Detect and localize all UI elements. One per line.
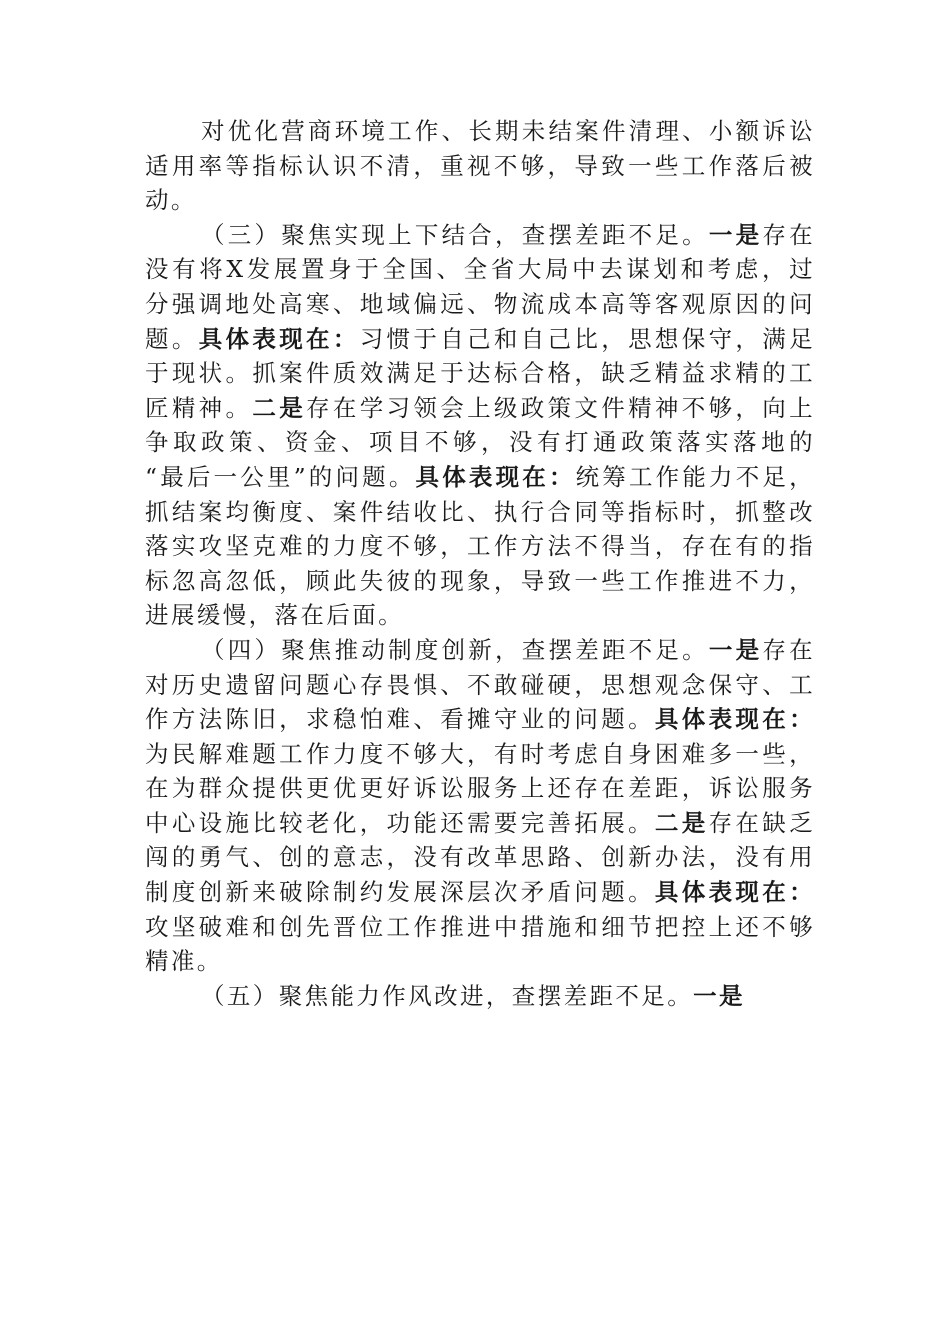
- text-line: [145, 218, 815, 253]
- text-segment: 制度创新来破除制约发展深层次矛盾问题。: [145, 878, 655, 907]
- text-segment: 适用率等指标认识不清，重视不够，导致一些工作落后被: [145, 151, 815, 180]
- text-segment: 对优化营商环境工作、长期未结案件清理、小额诉讼: [201, 117, 815, 145]
- bold-text-segment: 具体表现在：: [654, 878, 815, 907]
- text-segment: 存在学习领会上级政策文件精神不够，向上: [306, 393, 815, 422]
- text-line: [145, 598, 815, 633]
- text-line: [145, 910, 815, 945]
- text-line: [145, 806, 815, 841]
- bold-text-segment: 一是: [693, 981, 745, 1010]
- text-segment: 没有将X发展置身于全国、全省大局中去谋划和考虑，过: [145, 255, 815, 284]
- bold-text-segment: 具体表现在：: [654, 705, 815, 734]
- text-line: [145, 356, 815, 391]
- text-segment: 为民解难题工作力度不够大，有时考虑自身困难多一些，: [145, 739, 815, 768]
- text-line: [145, 149, 815, 184]
- text-segment: 对历史遗留问题心存畏惧、不敢碰硬，思想观念保守、工: [145, 670, 815, 699]
- text-segment: 抓结案均衡度、案件结收比、执行合同等指标时，抓整改: [145, 497, 815, 526]
- text-line: [145, 114, 815, 149]
- text-line: [145, 322, 815, 357]
- text-line: [145, 771, 815, 806]
- bold-text-segment: 具体表现在：: [415, 462, 576, 491]
- text-segment: 闯的勇气、创的意志，没有改革思路、创新办法，没有用: [145, 843, 815, 872]
- bold-text-segment: 一是: [708, 635, 763, 664]
- text-segment: 作方法陈旧，求稳怕难、看摊守业的问题。: [145, 705, 655, 734]
- text-line: [145, 633, 815, 668]
- bold-text-segment: 二是: [252, 393, 307, 422]
- text-line: [145, 979, 815, 1014]
- document-page: [145, 114, 815, 1013]
- text-line: [145, 183, 815, 218]
- text-segment: 中心设施比较老化，功能还需要完善拓展。: [145, 808, 655, 837]
- text-segment: 标忽高忽低，顾此失彼的现象，导致一些工作推进不力，: [145, 566, 815, 595]
- text-line: [145, 875, 815, 910]
- text-line: [145, 944, 815, 979]
- text-segment: 分强调地处高寒、地域偏远、物流成本高等客观原因的问: [145, 289, 815, 318]
- text-segment: “最后一公里”的问题。: [145, 462, 416, 491]
- text-line: [145, 737, 815, 772]
- text-segment: 争取政策、资金、项目不够，没有打通政策落实落地的: [145, 428, 815, 457]
- text-line: [145, 702, 815, 737]
- text-segment: 存在缺乏: [708, 808, 815, 837]
- text-line: [145, 668, 815, 703]
- text-segment: 进展缓慢，落在后面。: [145, 601, 404, 630]
- text-segment: 动。: [145, 186, 197, 215]
- text-line: [145, 391, 815, 426]
- text-segment: （五）聚焦能力作风改进，查摆差距不足。: [201, 981, 694, 1010]
- text-line: [145, 495, 815, 530]
- text-line: [145, 252, 815, 287]
- text-segment: 存在: [762, 220, 815, 249]
- text-line: [145, 287, 815, 322]
- text-segment: 在为群众提供更优更好诉讼服务上还存在差距，诉讼服务: [145, 774, 815, 803]
- text-segment: 习惯于自己和自己比，思想保守，满足: [359, 324, 815, 353]
- bold-text-segment: 二是: [654, 808, 709, 837]
- text-line: [145, 460, 815, 495]
- text-segment: 统筹工作能力不足，: [575, 462, 815, 491]
- text-segment: 匠精神。: [145, 393, 253, 422]
- text-line: [145, 840, 815, 875]
- bold-text-segment: 一是: [708, 220, 763, 249]
- text-line: [145, 425, 815, 460]
- text-segment: 落实攻坚克难的力度不够，工作方法不得当，存在有的指: [145, 532, 815, 561]
- text-line: [145, 564, 815, 599]
- text-segment: 存在: [762, 635, 815, 664]
- text-segment: 题。: [145, 324, 199, 353]
- text-segment: （四）聚焦推动制度创新，查摆差距不足。: [201, 635, 709, 664]
- text-segment: 攻坚破难和创先晋位工作推进中措施和细节把控上还不够: [145, 912, 815, 941]
- text-segment: 精准。: [145, 947, 223, 976]
- text-line: [145, 529, 815, 564]
- bold-text-segment: 具体表现在：: [198, 324, 360, 353]
- text-segment: 于现状。抓案件质效满足于达标合格，缺乏精益求精的工: [145, 359, 815, 388]
- text-segment: （三）聚焦实现上下结合，查摆差距不足。: [201, 220, 709, 249]
